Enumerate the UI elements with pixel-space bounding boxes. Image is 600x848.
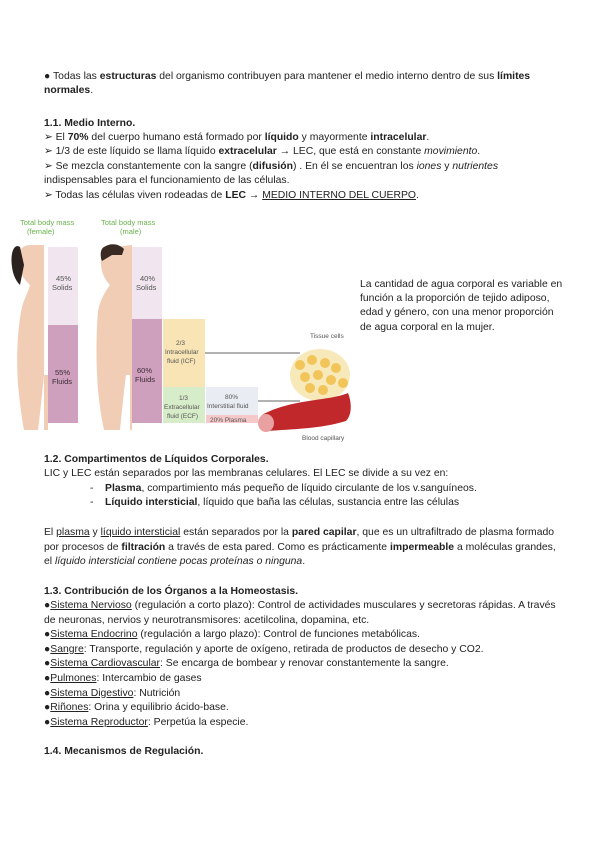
- male-fluids-label: Fluids: [135, 375, 156, 384]
- male-label-1: Total body mass: [101, 218, 156, 227]
- list-item: ●Pulmones: Intercambio de gases: [44, 672, 202, 684]
- icf-abbr: fluid (ICF): [167, 358, 196, 365]
- male-silhouette-icon: [97, 244, 133, 430]
- section-title-contribucion: 1.3. Contribución de los Órganos a la Homeostasis.: [44, 586, 299, 597]
- plasma-label: 20% Plasma: [210, 417, 247, 424]
- line-difusion: ➢ Se mezcla constantemente con la sangre (difusión) . En él se encuentran los iones y nutrientes indispensables para el funcionamiento de las células.: [44, 161, 499, 186]
- female-label-1: Total body mass: [20, 218, 75, 227]
- list-item: ●Sistema Digestivo: Nutrición: [44, 687, 181, 699]
- bullet-icon: ●: [44, 702, 51, 714]
- male-fluids-value: 60%: [137, 366, 153, 375]
- female-solids-label: Solids: [52, 283, 73, 292]
- line-70-percent: ➢ El 70% del cuerpo humano está formado por líquido y mayormente intracelular.: [44, 132, 430, 143]
- male-label-2: (male): [120, 227, 142, 236]
- blood-capillary-label: Blood capillary: [302, 435, 345, 442]
- intro-paragraph: ● Todas las estructuras del organismo contribuyen para mantener el medio interno dentro de sus límites normales.: [44, 71, 531, 96]
- ecf-abbr: fluid (ECF): [167, 413, 199, 420]
- list-item: ●Sistema Cardiovascular: Se encarga de bombear y renovar constantemente la sangre.: [44, 658, 449, 670]
- list-item: ●Sistema Reproductor: Perpetúa la especie.: [44, 716, 249, 728]
- female-fluids-label: Fluids: [52, 377, 73, 386]
- ecf-label: Extracellular: [164, 404, 200, 411]
- bullet-icon: ●: [44, 629, 51, 641]
- female-label-2: (female): [27, 227, 55, 236]
- organ-list: [44, 599, 564, 730]
- interstitial-label: Interstitial fluid: [207, 403, 249, 410]
- list-item-plasma: - Plasma, compartimiento más pequeño de líquido circulante de los v.sanguíneos.: [90, 483, 477, 494]
- pared-capilar-paragraph: El plasma y líquido intersticial están separados por la pared capilar, que es un ultrafiltrado de plasma formado por procesos de filtración a través de esta pared. Como es prácticamente impermeable a moléculas grandes, el líquido intersticial contiene pocas proteínas o ninguna.: [44, 527, 556, 567]
- list-item: ●Riñones: Orina y equilibrio ácido-base.: [44, 702, 229, 714]
- icf-fraction: 2/3: [176, 340, 186, 347]
- section-title-compartimentos: 1.2. Compartimentos de Líquidos Corporales.: [44, 454, 269, 465]
- bullet-icon: ●: [44, 658, 51, 670]
- list-item-intersticial: - Líquido intersticial, líquido que baña las células, sustancia entre las células: [90, 497, 460, 508]
- list-item: ●Sistema Nervioso (regulación a corto plazo): Control de actividades musculares y secretoras rápidas. A través de neuronas, nervios y neurotransmisores: acetilcolina, dopamina, etc.: [44, 600, 556, 626]
- bullet-icon: ●: [44, 672, 51, 684]
- line-extracelular: ➢ 1/3 de este líquido se llama líquido extracelular → LEC, que está en constante movimiento.: [44, 146, 481, 157]
- male-solids-label: Solids: [136, 283, 157, 292]
- compartimentos-intro: LIC y LEC están separados por las membranas celulares. El LEC se divide a su vez en:: [44, 468, 449, 479]
- figure-caption: La cantidad de agua corporal es variable en función a la proporción de tejido adiposo, edad y género, con una menor proporción de agua corporal en la mujer.: [360, 279, 563, 333]
- female-solids-value: 45%: [56, 274, 72, 283]
- blood-capillary-icon: [258, 393, 351, 432]
- bullet-icon: ●: [44, 71, 51, 82]
- bullet-icon: ●: [44, 716, 51, 728]
- list-item: ●Sangre: Transporte, regulación y aporte de oxígeno, retirada de productos de desecho y CO2.: [44, 643, 484, 655]
- ecf-fraction: 1/3: [179, 395, 189, 402]
- interstitial-percent: 80%: [225, 394, 239, 401]
- icf-label: Intracellular: [165, 349, 199, 356]
- male-solids-value: 40%: [140, 274, 156, 283]
- tissue-cells-label: Tissue cells: [310, 333, 344, 340]
- female-silhouette-icon: [11, 245, 48, 430]
- female-fluids-value: 55%: [55, 368, 71, 377]
- line-lec: ➢ Todas las células viven rodeadas de LEC → MEDIO INTERNO DEL CUERPO.: [44, 190, 419, 201]
- bullet-icon: ●: [44, 643, 51, 655]
- section-title-mecanismos: 1.4. Mecanismos de Regulación.: [44, 746, 204, 757]
- section-title-medio-interno: 1.1. Medio Interno.: [44, 118, 136, 129]
- body-fluid-figure: [0, 215, 600, 445]
- list-item: ●Sistema Endocrino (regulación a largo plazo): Control de funciones metabólicas.: [44, 629, 420, 641]
- interstitial-bar: [206, 387, 258, 415]
- bullet-icon: ●: [44, 600, 51, 611]
- tissue-cells-icon: [290, 349, 350, 401]
- bullet-icon: ●: [44, 687, 51, 699]
